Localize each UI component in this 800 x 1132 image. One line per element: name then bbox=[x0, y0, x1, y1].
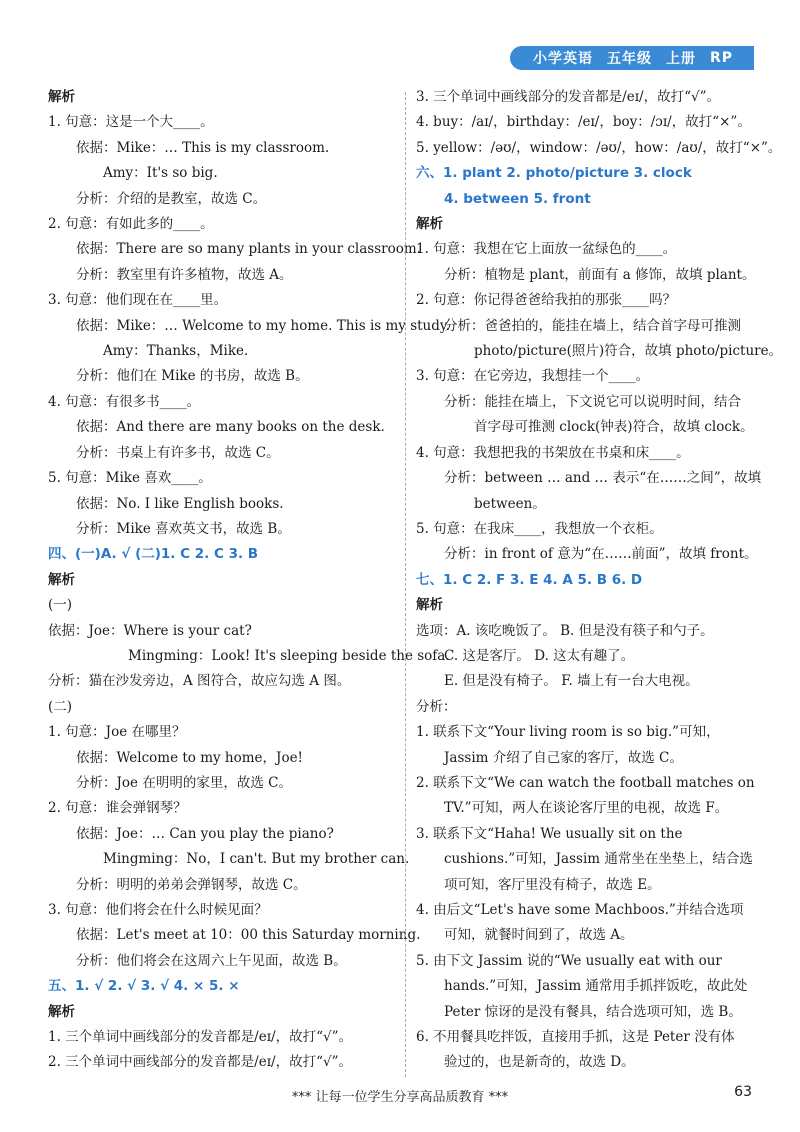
text-line: 依据：Let's meet at 10：00 this Saturday morning. bbox=[76, 927, 421, 944]
text-line: 依据：And there are many books on the desk. bbox=[76, 419, 385, 436]
text-line: between。 bbox=[474, 495, 546, 512]
grade-label: 五年级 bbox=[606, 51, 652, 67]
text-line: TV.”可知，两人在谈论客厅里的电视，故选 F。 bbox=[444, 800, 729, 817]
text-line: 分析：他们将会在这周六上午见面，故选 B。 bbox=[76, 952, 347, 969]
column-divider bbox=[405, 92, 406, 1077]
section-heading: 四、(一)A. √ (二)1. C 2. C 3. B bbox=[48, 546, 259, 563]
text-line: 可知，就餐时间到了，故选 A。 bbox=[444, 927, 634, 944]
text-line: hands.”可知，Jassim 通常用手抓拌饭吃，故此处 bbox=[444, 978, 748, 995]
page-number: 63 bbox=[734, 1084, 752, 1100]
section-heading: 五、1. √ 2. √ 3. √ 4. × 5. × bbox=[48, 978, 240, 995]
text-line: 选项：A. 该吃晚饭了。 B. 但是没有筷子和勺子。 bbox=[416, 622, 714, 639]
text-line: 1. 联系下文“Your living room is so big.”可知， bbox=[416, 724, 720, 741]
text-line: 首字母可推测 clock(钟表)符合，故填 clock。 bbox=[474, 419, 754, 436]
text-line: 依据：Joe：Where is your cat? bbox=[48, 622, 252, 639]
text-line: 分析： bbox=[416, 698, 457, 715]
section-heading: 解析 bbox=[416, 216, 443, 233]
text-line: 3. 句意：他们将会在什么时候见面？ bbox=[48, 902, 268, 918]
text-line: 依据：Welcome to my home，Joe! bbox=[76, 749, 303, 766]
text-line: 2. 句意：谁会弹钢琴？ bbox=[48, 800, 187, 817]
text-line: 项可知，客厅里没有椅子，故选 E。 bbox=[444, 876, 661, 893]
text-line: photo/picture(照片)符合，故填 photo/picture。 bbox=[474, 343, 783, 360]
text-line: 1. 三个单词中画线部分的发音都是/eɪ/，故打“√”。 bbox=[48, 1029, 352, 1046]
text-line: 1. 句意：Joe 在哪里？ bbox=[48, 724, 186, 741]
section-heading: 解析 bbox=[48, 89, 75, 105]
text-line: 分析：植物是 plant，前面有 a 修饰，故填 plant。 bbox=[444, 266, 756, 283]
subject-label: 小学英语 bbox=[532, 51, 593, 67]
section-heading: 六、1. plant 2. photo/picture 3. clock bbox=[416, 165, 692, 182]
text-line: 3. 联系下文“Haha! We usually sit on the bbox=[416, 825, 683, 842]
text-line: Mingming：No，I can't. But my brother can. bbox=[103, 851, 410, 868]
text-line: 分析：in front of 意为“在……前面”，故填 front。 bbox=[444, 546, 758, 563]
volume-label: 上册 bbox=[665, 51, 696, 67]
text-line: 5. 由下文 Jassim 说的“We usually eat with our bbox=[416, 952, 722, 969]
text-line: 分析：猫在沙发旁边，A 图符合，故应勾选 A 图。 bbox=[48, 673, 351, 690]
text-line: 分析：Mike 喜欢英文书，故选 B。 bbox=[76, 520, 291, 537]
text-line: 依据：Mike：… Welcome to my home. This is my study. bbox=[76, 317, 451, 334]
text-line: 4. 句意：我想把我的书架放在书桌和床____。 bbox=[416, 444, 690, 461]
text-line: (二) bbox=[48, 698, 73, 715]
right-column bbox=[416, 85, 783, 1076]
text-line: 1. 句意：这是一个大____。 bbox=[48, 114, 214, 131]
text-line: 依据：Mike：… This is my classroom. bbox=[76, 139, 330, 156]
text-line: 依据：Joe：… Can you play the piano? bbox=[76, 825, 334, 842]
text-line: 5. 句意：Mike 喜欢____。 bbox=[48, 470, 212, 487]
text-line: 3. 句意：在它旁边，我想挂一个____。 bbox=[416, 368, 650, 385]
text-line: 分析：能挂在墙上，下文说它可以说明时间，结合 bbox=[444, 393, 741, 410]
text-line: 分析：教室里有许多植物，故选 A。 bbox=[76, 266, 293, 283]
text-line: 4. 由后文“Let's have some Machboos.”并结合选项 bbox=[416, 902, 744, 918]
text-line: 分析：Joe 在明明的家里，故选 C。 bbox=[76, 774, 292, 791]
text-line: 1. 句意：我想在它上面放一盆绿色的____。 bbox=[416, 241, 677, 258]
section-heading: 七、1. C 2. F 3. E 4. A 5. B 6. D bbox=[416, 571, 643, 588]
section-heading: 解析 bbox=[48, 571, 75, 588]
text-line: Amy：It's so big. bbox=[103, 165, 218, 182]
text-line: Peter 惊讶的是没有餐具，结合选项可知，选 B。 bbox=[444, 1003, 742, 1020]
text-line: 验过的，也是新奇的，故选 D。 bbox=[444, 1054, 635, 1071]
text-line: 4. buy：/aɪ/，birthday：/eɪ/，boy：/ɔɪ/，故打“×”。 bbox=[416, 114, 751, 131]
text-line: 3. 三个单词中画线部分的发音都是/eɪ/，故打“√”。 bbox=[416, 89, 720, 105]
text-line: 5. yellow：/əʊ/，window：/əʊ/，how：/aʊ/，故打“×”。 bbox=[416, 139, 782, 156]
text-line: E. 但是没有椅子。 F. 墙上有一台大电视。 bbox=[444, 673, 699, 690]
left-column bbox=[48, 85, 451, 1076]
section-heading: 解析 bbox=[48, 1003, 75, 1020]
text-line: 2. 句意：有如此多的____。 bbox=[48, 216, 214, 233]
header-badge bbox=[510, 46, 754, 70]
text-line: 2. 三个单词中画线部分的发音都是/eɪ/，故打“√”。 bbox=[48, 1054, 352, 1071]
text-line: 分析：between … and … 表示“在……之间”，故填 bbox=[444, 470, 762, 487]
edition-label: RP bbox=[709, 50, 733, 66]
text-line: 2. 联系下文“We can watch the football matches on bbox=[416, 774, 755, 791]
text-line: 4. 句意：有很多书____。 bbox=[48, 393, 201, 410]
text-line: 3. 句意：他们现在在____里。 bbox=[48, 292, 228, 309]
text-line: 依据：No. I like English books. bbox=[76, 495, 284, 512]
text-line: C. 这是客厅。 D. 这太有趣了。 bbox=[444, 647, 635, 664]
text-line: 分析：书桌上有许多书，故选 C。 bbox=[76, 444, 280, 461]
text-line: (一) bbox=[48, 597, 73, 614]
text-line: cushions.”可知，Jassim 通常坐在坐垫上，结合选 bbox=[444, 851, 753, 868]
text-line: 分析：爸爸拍的，能挂在墙上，结合首字母可推测 bbox=[444, 317, 741, 334]
text-line: 分析：介绍的是教室，故选 C。 bbox=[76, 190, 267, 207]
section-heading: 4. between 5. front bbox=[444, 190, 591, 207]
text-line: 分析：他们在 Mike 的书房，故选 B。 bbox=[76, 368, 309, 385]
text-line: Mingming：Look! It's sleeping beside the sofa. bbox=[128, 647, 450, 664]
text-line: 分析：明明的弟弟会弹钢琴，故选 C。 bbox=[76, 876, 307, 893]
text-line: Jassim 介绍了自己家的客厅，故选 C。 bbox=[444, 749, 683, 766]
text-line: 依据：There are so many plants in your classroom. bbox=[76, 241, 421, 258]
footer-slogan: *** 让每一位学生分享高品质教育 *** bbox=[291, 1090, 509, 1105]
text-line: 6. 不用餐具吃拌饭，直接用手抓，这是 Peter 没有体 bbox=[416, 1029, 735, 1046]
text-line: 5. 句意：在我床____，我想放一个衣柜。 bbox=[416, 520, 663, 537]
text-line: 2. 句意：你记得爸爸给我拍的那张____吗？ bbox=[416, 292, 677, 309]
section-heading: 解析 bbox=[416, 597, 443, 614]
text-line: Amy：Thanks，Mike. bbox=[103, 343, 249, 360]
